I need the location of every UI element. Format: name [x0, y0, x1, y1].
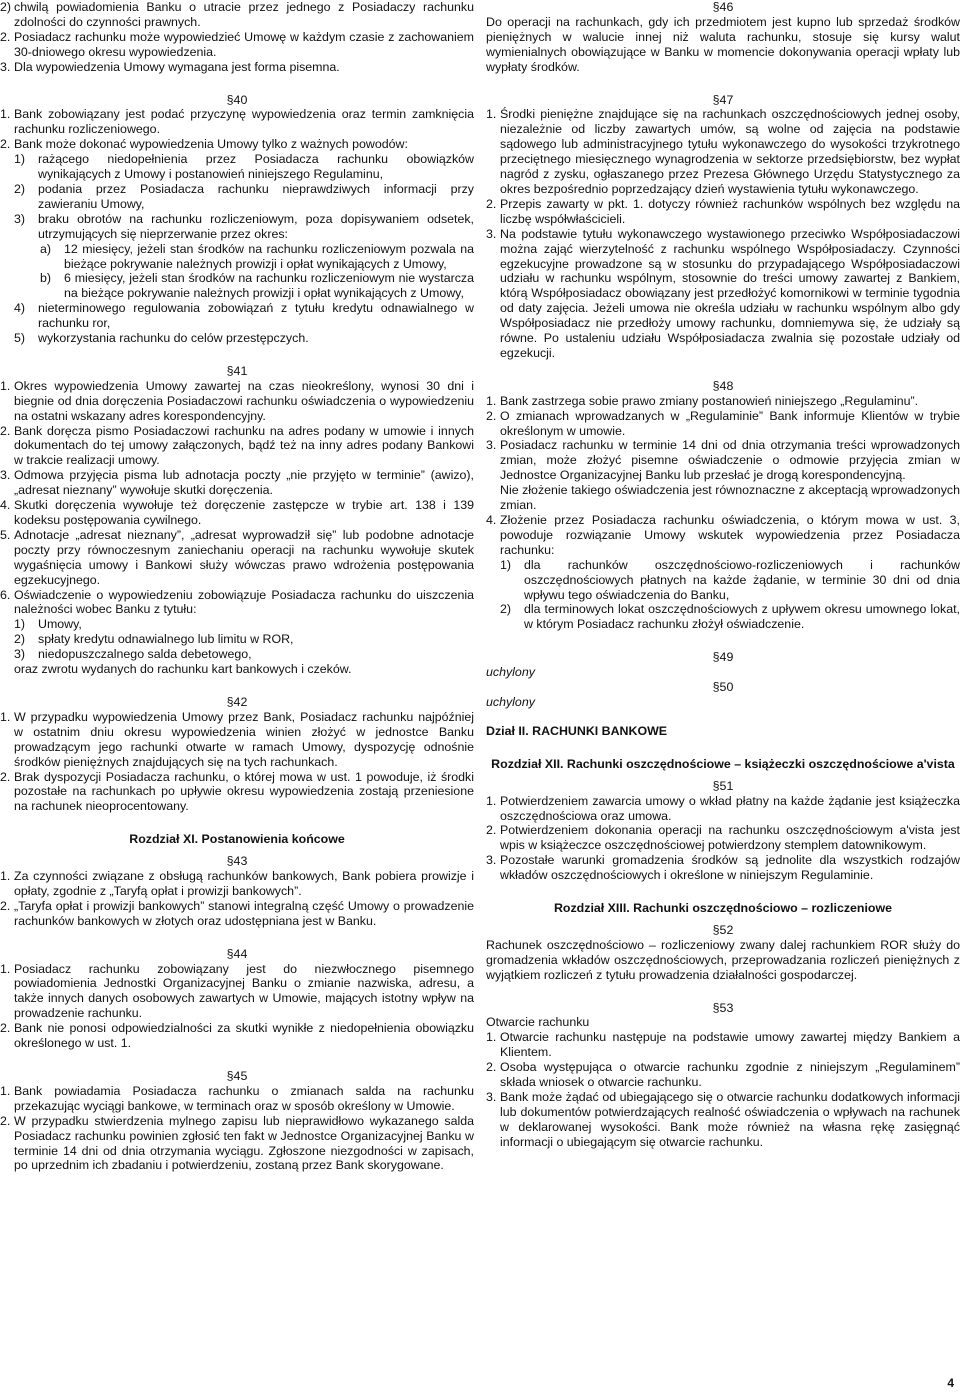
paragraph: 2. Potwierdzeniem dokonania operacji na rachunku oszczędnościowym a'vista jest wpis w książeczce oszczędnościowej potwierdzony stemplem datownikowym. [486, 823, 960, 853]
paragraph: 2. Bank nie ponosi odpowiedzialności za skutki wynikłe z niedopełnienia obowiązku określonego w ust. 1. [0, 1021, 474, 1051]
section-title: §49 [712, 650, 734, 665]
repealed-note: uchylony [486, 665, 535, 680]
paragraph: 3. Odmowa przyjęcia pisma lub adnotacja poczty „nie przyjęto w terminie” (awizo), „adresat nieznany” wywołuje skutki doręczenia. [0, 468, 474, 498]
paragraph: 2. Osoba występująca o otwarcie rachunku zgodnie z niniejszym „Regulaminem” składa wniosek o otwarcie rachunku. [486, 1060, 960, 1090]
subheading: Otwarcie rachunku [486, 1015, 590, 1030]
list-item: 2) spłaty kredytu odnawialnego lub limitu w ROR, [14, 632, 294, 647]
section-title: §46 [712, 0, 734, 14]
section-title: §51 [712, 778, 734, 793]
paragraph: 2. Przepis zawarty w pkt. 1. dotyczy również rachunków wspólnych bez względu na liczbę współwłaścicieli. [486, 196, 960, 226]
paragraph: 3. Posiadacz rachunku w terminie 14 dni od dnia otrzymania treści wprowadzonych zmian, może złożyć pisemne oświadczenie o odmowie przyjęcia zmian w Jednostce Organizacyjnej Banku lub przesłać je drogą korespondencyjną. [486, 438, 960, 483]
list-item: 3) niedopuszczalnego salda debetowego, [14, 647, 252, 662]
section-title: §40 [226, 92, 248, 107]
paragraph: Do operacji na rachunkach, gdy ich przedmiotem jest kupno lub sprzedaż środków pieniężnych w walucie innej niż waluta rachunku, stosuje się kursy walut wymienialnych obowiązujące w Banku w momencie dokonywania operacji wpłaty lub wypłaty środków. [486, 14, 960, 74]
paragraph: 3. Na podstawie tytułu wykonawczego wystawionego przeciwko Współposiadaczowi można zająć wierzytelność z rachunku wspólnego Współposiadaczy. Czynności egzekucyjne prowadzone są w stosunku do przypadającego Współposiadaczowi udziału w rachunku wspólnym, stosownie do treści umowy zawartej z Bankiem, którą Współposiadacz obowiązany jest przedłożyć komornikowi w terminie tygodnia od daty zajęcia. Jeżeli umowa nie określa udziału w rachunku wspólnym albo gdy Współposiadacz nie przedłoży umowy rachunku, domniemywa się, że udziały są równe. Po ustaleniu udziału Współposiadacza zwalnia się pozostałe udziały od egzekucji. [486, 226, 960, 360]
part-title: Dział II. RACHUNKI BANKOWE [486, 723, 668, 738]
section-title: §53 [712, 1000, 734, 1015]
paragraph: 5. Adnotacje „adresat nieznany”, „adresat wyprowadził się” lub podobne adnotacje poczty przy równoczesnym zaniechaniu operacji na rachunku wywołuje skutek wygaśnięcia umowy i Bankowi służy wówczas prawo wdrożenia postępowania egzekucyjnego. [0, 527, 474, 587]
paragraph: 1. W przypadku wypowiedzenia Umowy przez Bank, Posiadacz rachunku najpóźniej w ostatnim dniu okresu wypowiedzenia winien złożyć w jednostce Banku prowadzącym jego rachunki otwarte w ramach Umowy, dyspozycję odnośnie środków pieniężnych znajdujących się na tych rachunkach. [0, 709, 474, 769]
paragraph: 1. Otwarcie rachunku następuje na podstawie umowy zawartej między Bankiem a Klientem. [486, 1030, 960, 1060]
paragraph: 1. Za czynności związane z obsługą rachunków bankowych, Bank pobiera prowizje i opłaty, zgodnie z „Taryfą opłat i prowizji bankowych”. [0, 869, 474, 898]
list-item: 2) podania przez Posiadacza rachunku nieprawdziwych informacji przy zawieraniu Umowy, [14, 181, 474, 211]
paragraph: 1. Bank zobowiązany jest podać przyczynę wypowiedzenia oraz termin zamknięcia rachunku rozliczeniowego. [0, 107, 474, 137]
paragraph: 2. „Taryfa opłat i prowizji bankowych” stanowi integralną część Umowy o prowadzenie rachunków bankowych w złotych oraz udostępniana jest w Banku. [0, 898, 474, 928]
paragraph: 1. Bank powiadamia Posiadacza rachunku o zmianach salda na rachunku przekazując wyciągi bankowe, w terminach oraz w sposób określony w Umowie. [0, 1083, 474, 1113]
paragraph: oraz zwrotu wydanych do rachunku kart bankowych i czeków. [14, 662, 352, 677]
section-title: §48 [712, 378, 734, 393]
paragraph: 2. Bank może dokonać wypowiedzenia Umowy tylko z ważnych powodów: [0, 137, 408, 152]
left-column [0, 0, 474, 1173]
right-column [486, 0, 960, 1150]
paragraph: 1. Okres wypowiedzenia Umowy zawartej na czas nieokreślony, wynosi 30 dni i biegnie od dnia doręczenia Posiadaczowi rachunku oświadczenia o wypowiedzeniu na ostatni wskazany adres korespondencyjny. [0, 378, 474, 423]
repealed-note: uchylony [486, 694, 535, 709]
paragraph: 2. W przypadku stwierdzenia mylnego zapisu lub nieprawidłowo wykazanego salda Posiadacz rachunku powinien zgłosić ten fakt w Jednostce Organizacyjnej Banku w terminie 14 dni od dnia otrzymania wyciągu. Zgłoszone niezgodności w zapisach, po uprzednim ich zbadaniu i potwierdzeniu, zostaną przez Bank skorygowane. [0, 1113, 474, 1173]
paragraph: 4. Złożenie przez Posiadacza rachunku oświadczenia, o którym mowa w ust. 3, powoduje rozwiązanie Umowy wskutek wypowiedzenia przez Posiadacza rachunku: [486, 513, 960, 557]
section-title: §44 [226, 946, 248, 961]
list-subitem: b) 6 miesięcy, jeżeli stan środków na rachunku rozliczeniowym nie wystarcza na bieżące pokrywanie należnych prowizji i opłat wynikających z Umowy, [40, 271, 474, 301]
intro-item: 2) chwilą powiadomienia Banku o utracie przez jednego z Posiadaczy rachunku zdolności do czynności prawnych. [0, 0, 474, 29]
list-item: 4) nieterminowego regulowania zobowiązań z tytułu kredytu odnawialnego w rachunku ror, [14, 301, 474, 331]
section-title: §47 [712, 92, 734, 107]
page-number: 4 [947, 1376, 954, 1391]
list-item: 1) rażącego niedopełnienia przez Posiadacza rachunku obowiązków wynikających z Umowy i postanowień niniejszego Regulaminu, [14, 152, 474, 182]
chapter-title: Rozdział XIII. Rachunki oszczędnościowo – rozliczeniowe [553, 901, 893, 916]
list-subitem: a) 12 miesięcy, jeżeli stan środków na rachunku rozliczeniowym pozwala na bieżące pokrywanie należnych prowizji i opłat wynikających z Umowy, [40, 241, 474, 271]
section-title: §52 [712, 922, 734, 937]
paragraph: 1. Potwierdzeniem zawarcia umowy o wkład płatny na każde żądanie jest książeczka oszczędnościowa oraz umowa. [486, 793, 960, 823]
list-item: 5) wykorzystania rachunku do celów przestępczych. [14, 331, 309, 346]
paragraph: Rachunek oszczędnościowo – rozliczeniowy zwany dalej rachunkiem ROR służy do gromadzenia wkładów oszczędnościowych, przeprowadzania rozliczeń pieniężnych z wyjątkiem rozliczeń z tytułu prowadzenia działalności gospodarczej. [486, 937, 960, 982]
section-title: §42 [226, 694, 248, 709]
paragraph: 1. Środki pieniężne znajdujące się na rachunkach oszczędnościowych jednej osoby, niezależnie od liczby zawartych umów, są wolne od zajęcia na podstawie sądowego lub administracyjnego tytułu wykonawczego do wysokości trzykrotnego przeciętnego miesięcznego wynagrodzenia w sektorze przedsiębiorstw, bez wypłat nagród z zysku, ogłaszanego przez Prezesa Głównego Urzędu Statystycznego za okres bezpośrednio poprzedzający dzień wystawienia tytułu wykonawczego. [486, 107, 960, 196]
list-item: 1) dla rachunków oszczędnościowo-rozliczeniowych i rachunków oszczędnościowych płatnych na każde żądanie, w terminie 30 dni od dnia wpływu tego oświadczenia do Banku, [500, 557, 960, 602]
paragraph: 1. Bank zastrzega sobie prawo zmiany postanowień niniejszego „Regulaminu”. [486, 393, 919, 408]
paragraph: 2. O zmianach wprowadzanych w „Regulaminie” Bank informuje Klientów w trybie określonym w umowie. [486, 408, 960, 438]
section-title: §45 [226, 1069, 248, 1083]
paragraph: 1. Posiadacz rachunku zobowiązany jest do niezwłocznego pisemnego powiadomienia Jednostki Organizacyjnej Banku o zmianie nazwiska, adresu, a także innych danych osobowych zawartych w Umowie, mających istotny wpływ na prowadzenie rachunku. [0, 961, 474, 1021]
section-title: §50 [712, 680, 734, 695]
paragraph: Nie złożenie takiego oświadczenia jest równoznaczne z akceptacją wprowadzonych zmian. [500, 483, 960, 513]
paragraph: 3. Bank może żądać od ubiegającego się o otwarcie rachunku dodatkowych informacji lub dokumentów potwierdzających realność oświadczenia o wpływach na rachunek w deklarowanej wysokości. Bank może również na własna rękę zasięgnąć informacji o ubiegającym się otwarcie rachunku. [486, 1090, 960, 1149]
paragraph: 2. Brak dyspozycji Posiadacza rachunku, o której mowa w ust. 1 powoduje, iż środki pozostałe na rachunkach po upływie okresu wypowiedzenia zostają przeniesione na rachunek nieoprocentowany. [0, 769, 474, 814]
section-title: §43 [226, 854, 248, 869]
section-title: §41 [226, 363, 248, 378]
intro-item: 2. Posiadacz rachunku może wypowiedzieć Umowę w każdym czasie z zachowaniem 30-dniowego okresu wypowiedzenia. [0, 29, 474, 59]
list-item: 1) Umowy, [14, 617, 82, 632]
paragraph: 3. Pozostałe warunki gromadzenia środków są jednolite dla wszystkich rodzajów wkładów oszczędnościowych i określone w niniejszym Regulaminie. [486, 853, 960, 883]
list-item: 3) braku obrotów na rachunku rozliczeniowym, poza dopisywaniem odsetek, utrzymujących się nieprzerwanie przez okres: [14, 211, 474, 241]
intro-item: 3. Dla wypowiedzenia Umowy wymagana jest forma pisemna. [0, 59, 340, 74]
list-item: 2) dla terminowych lokat oszczędnościowych z upływem okresu umownego lokat, w którym Posiadacz rachunku złożył oświadczenie. [500, 602, 960, 632]
paragraph: 4. Skutki doręczenia wywołuje też doręczenie zastępcze w trybie art. 138 i 139 kodeksu postępowania cywilnego. [0, 498, 474, 527]
paragraph: 6. Oświadczenie o wypowiedzeniu zobowiązuje Posiadacza rachunku do uiszczenia należności wobec Banku z tytułu: [0, 587, 474, 617]
chapter-title: Rozdział XI. Postanowienia końcowe [129, 832, 345, 847]
paragraph: 2. Bank doręcza pismo Posiadaczowi rachunku na adres podany w umowie i innych dokumentach do tej umowy załączonych, bądź też na inny adres podany Bankowi w trakcie realizacji umowy. [0, 423, 474, 468]
chapter-title: Rozdział XII. Rachunki oszczędnościowe – książeczki oszczędnościowe a'vista [491, 756, 955, 771]
